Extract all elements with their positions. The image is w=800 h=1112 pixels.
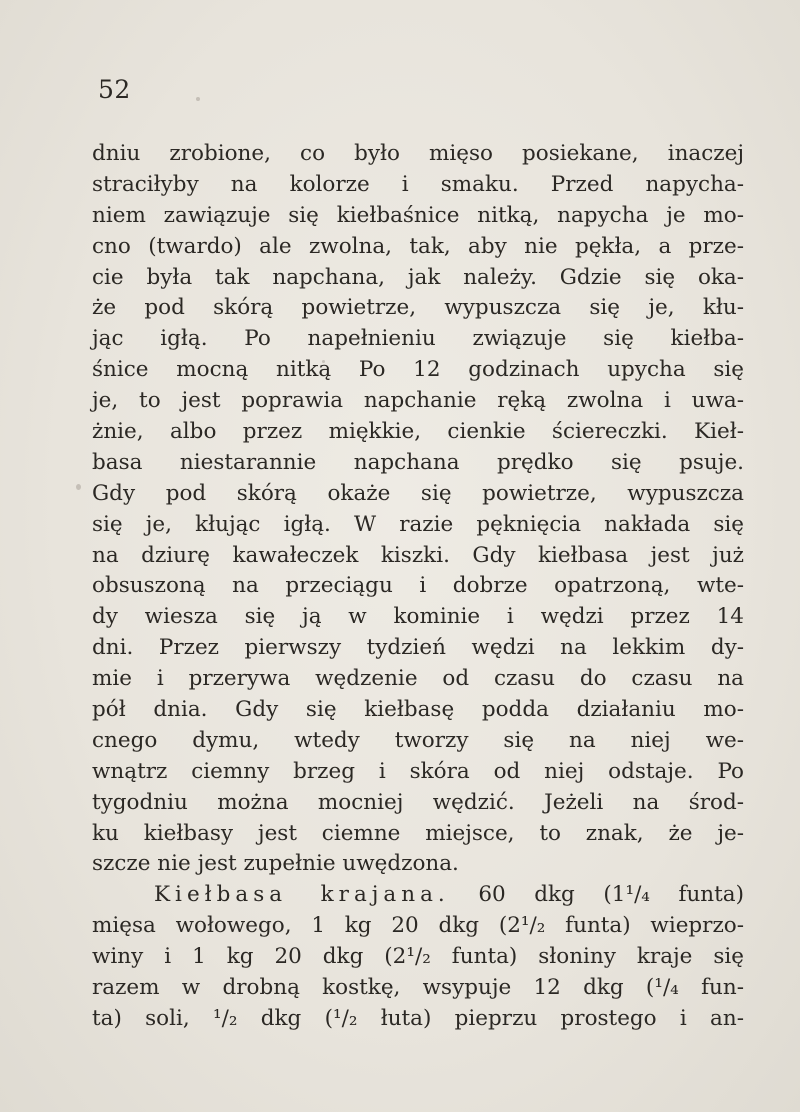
text-line: wnątrz ciemny brzeg i skóra od niej odstaje. Po <box>92 758 744 784</box>
text-line: śnice mocną nitką Po 12 godzinach upycha się <box>92 357 744 383</box>
text-line: żnie, albo przez miękkie, cienkie ściereczki. Kieł- <box>92 419 744 445</box>
paper-speck <box>76 484 81 490</box>
text-line: dy wiesza się ją w kominie i wędzi przez 14 <box>92 604 744 630</box>
text-line: cno (twardo) ale zwolna, tak, aby nie pękła, a prze- <box>92 233 744 259</box>
text-line: je, to jest poprawia napchanie ręką zwolna i uwa- <box>92 388 744 414</box>
text-line: tygodniu można mocniej wędzić. Jeżeli na środ- <box>92 789 744 815</box>
text-line: basa niestarannie napchana prędko się psuje. <box>92 449 744 475</box>
text-line: się je, kłując igłą. W razie pęknięcia nakłada się <box>92 511 744 537</box>
text-line: mięsa wołowego, 1 kg 20 dkg (2¹/₂ funta) wieprzo- <box>92 913 744 939</box>
text-line: razem w drobną kostkę, wsypuje 12 dkg (¹/₄ fun- <box>92 975 744 1001</box>
text-line: winy i 1 kg 20 dkg (2¹/₂ funta) słoniny kraje się <box>92 944 744 970</box>
text-line: Gdy pod skórą okaże się powietrze, wypuszcza <box>92 480 744 506</box>
body-text <box>92 139 744 1035</box>
text-line: cie była tak napchana, jak należy. Gdzie się oka- <box>92 264 744 290</box>
text-line: mie i przerywa wędzenie od czasu do czasu na <box>92 666 744 692</box>
text-line: straciłyby na kolorze i smaku. Przed napycha- <box>92 171 744 197</box>
recipe-heading: Kiełbasa krajana. <box>154 882 450 908</box>
text-line: na dziurę kawałeczek kiszki. Gdy kiełbasa jest już <box>92 542 744 568</box>
paper-speck <box>196 97 200 101</box>
text-line: dniu zrobione, co było mięso posiekane, inaczej <box>92 141 744 166</box>
text-line: dni. Przez pierwszy tydzień wędzi na lekkim dy- <box>92 635 744 661</box>
text-line: pół dnia. Gdy się kiełbasę podda działaniu mo- <box>92 697 744 723</box>
page-number: 52 <box>98 75 131 104</box>
text-line: szcze nie jest zupełnie uwędzona. <box>92 851 459 877</box>
text-line: że pod skórą powietrze, wypuszcza się je, kłu- <box>92 295 744 321</box>
text-line: ku kiełbasy jest ciemne miejsce, to znak, że je- <box>92 820 744 846</box>
recipe-line-1-rest: 60 dkg (1¹/₄ funta) <box>478 882 744 908</box>
text-line: obsuszoną na przeciągu i dobrze opatrzoną, wte- <box>92 573 744 599</box>
paper-speck <box>322 360 325 363</box>
text-line: jąc igłą. Po napełnieniu związuje się kiełba- <box>92 326 744 352</box>
text-line: niem zawiązuje się kiełbaśnice nitką, napycha je mo- <box>92 202 744 228</box>
text-line: ta) soli, ¹/₂ dkg (¹/₂ łuta) pieprzu prostego i an- <box>92 1005 744 1031</box>
recipe-heading-line <box>92 880 744 911</box>
text-line: cnego dymu, wtedy tworzy się na niej we- <box>92 727 744 753</box>
